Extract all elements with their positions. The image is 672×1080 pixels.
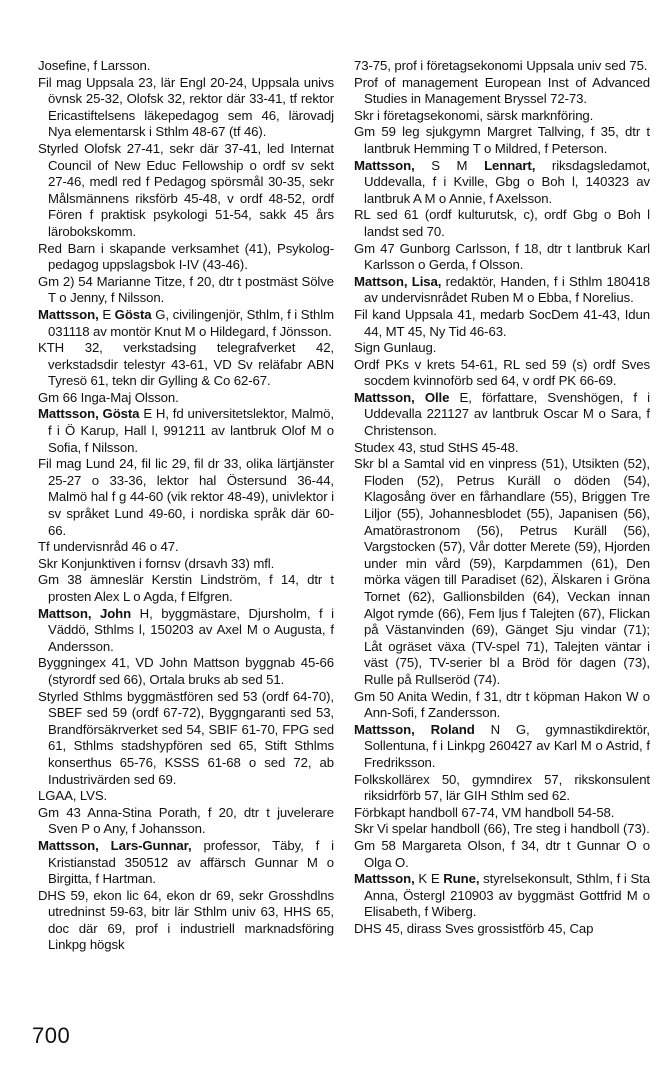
- entry-surname: Mattsson,: [38, 306, 99, 322]
- entry-paragraph: Prof of management European Inst of Advanced Studies in Management Bryssel 72-73.: [354, 74, 650, 107]
- entry-paragraph: Red Barn i skapande verksamhet (41), Psykolog-pedagog uppslagsbok I-IV (43-46).: [38, 240, 334, 273]
- entry-surname: Mattsson,: [354, 389, 415, 405]
- entry-details: redaktör, Handen, f i Sthlm 180418 av undervisnrådet Ruben M o Ebba, f Norelius.: [364, 273, 650, 306]
- entry-surname: Mattson,: [354, 273, 408, 289]
- entry-surname: Mattsson,: [354, 157, 415, 173]
- biography-entry-heading: [38, 307, 334, 340]
- entry-paragraph: DHS 45, dirass Sves grossistförb 45, Cap: [354, 920, 594, 936]
- entry-details: professor, Täby, f i Kristianstad 350512 av affärsch Gunnar M o Birgitta, f Hartman.: [48, 837, 334, 887]
- biography-entry-heading: [38, 838, 334, 888]
- entry-given-name: Olle: [424, 389, 450, 405]
- entry-paragraph: Gm 2) 54 Marianne Titze, f 20, dtr t postmäst Sölve T o Jenny, f Nilsson.: [38, 273, 334, 306]
- entry-paragraph: Byggningex 41, VD John Mattson byggnab 45-66 (styrordf sed 66), Ortala bruks ab sed 51.: [38, 655, 334, 687]
- entry-paragraph: RL sed 61 (ordf kulturutsk, c), ordf Gbg o Boh l landst sed 70.: [354, 207, 650, 239]
- entry-paragraph: Gm 47 Gunborg Carlsson, f 18, dtr t lantbruk Karl Karlsson o Gerda, f Olsson.: [354, 240, 650, 273]
- biography-entry-heading: [354, 158, 650, 208]
- entry-paragraph: Gm 43 Anna-Stina Porath, f 20, dtr t juvelerare Sven P o Any, f Johansson.: [38, 804, 334, 837]
- entry-surname: Mattsson,: [38, 406, 99, 422]
- entry-given-name: Roland: [430, 721, 475, 737]
- entry-paragraph: Skr bl a Samtal vid en vinpress (51), Utsikten (52), Floden (52), Petrus Kuräll o döden (54), Klagosång över en fårhandlare (55), Briggen Tre Liljor (55), Johannesblodet (55), Japanisen (56), Amatörastronom (56), Petrus Kuräll (56), Vargstocken (57), Vår dotter Merete (59), Hjorden under min vård (59), Karpdammen (61), Den mörka vägen till Paradiset (62), Älskaren i Gröna Tornet (62), Gallionsbilden (64), Veckan innan Algot rymde (66), Fem ljus f Talejten (67), Flickan på Västanvinden (69), Gänget Sju vindar (71); Låt ogräset växa (TV-spel 71), Talejten väntar i väst (75), TV-serier bl a Bröd för dagen (73), Rulle på Rullseröd (74).: [354, 456, 650, 687]
- entry-paragraph: Skr Konjunktiven i fornsv (drsavh 33) mfl.: [38, 555, 275, 571]
- entry-paragraph: Fil kand Uppsala 41, medarb SocDem 41-43, Idun 44, MT 45, Ny Tid 46-63.: [354, 306, 650, 339]
- entry-surname: Mattsson,: [354, 871, 415, 887]
- entry-given-name: Lars-Gunnar,: [110, 837, 192, 853]
- entry-paragraph: Gm 66 Inga-Maj Olsson.: [38, 389, 179, 405]
- entry-details: N G, gymnastikdirektör, Sollentuna, f i Linkpg 260427 av Karl M o Astrid, f Fredriksson.: [364, 721, 650, 770]
- entry-paragraph: Fil mag Uppsala 23, lär Engl 20-24, Uppsala univs övnsk 25-32, Olofsk 32, rektor där 33-41, tf rektor Ericastiftelsens läkepedagog sem 46, lärovadj Nya elementarsk i Sthlm 48-67 (tf 46).: [38, 74, 334, 140]
- entry-details: E, författare, Svenshögen, f i Uddevalla 221127 av lantbruk Oscar M o Sara, f Christenson.: [364, 389, 650, 439]
- entry-paragraph: Gm 38 ämneslär Kerstin Lindström, f 14, dtr t prosten Alex L o Agda, f Elfgren.: [38, 572, 334, 604]
- entry-paragraph: Folkskollärex 50, gymndirex 57, rikskonsulent riksidrförb 57, lär GIH Sthlm sed 62.: [354, 771, 650, 804]
- entry-given-name: John: [99, 605, 132, 621]
- entry-initials: S M: [431, 157, 468, 173]
- biography-entry-heading: [354, 274, 650, 307]
- entry-surname: Mattsson,: [38, 837, 99, 853]
- biography-entry-heading: [354, 871, 650, 921]
- biography-entry-heading: [354, 390, 650, 440]
- entry-given-name: Gösta: [102, 406, 140, 422]
- biography-entry-heading: [354, 722, 650, 772]
- page-number: 700: [32, 1023, 71, 1048]
- entry-paragraph: LGAA, LVS.: [38, 788, 108, 804]
- entry-details: G, civilingenjör, Sthlm, f i Sthlm 031118 av montör Knut M o Hildegard, f Jönsson.: [48, 306, 334, 339]
- entry-paragraph: Sign Gunlaug.: [354, 340, 437, 356]
- entry-paragraph: Ordf PKs v krets 54-61, RL sed 59 (s) ordf Sves socdem kvinnoförb sed 64, v ordf PK 66-69.: [354, 356, 650, 389]
- entry-paragraph: Förbkapt handboll 67-74, VM handboll 54-58.: [354, 804, 615, 820]
- entry-paragraph: Skr i företagsekonomi, särsk marknföring.: [354, 107, 594, 123]
- entry-paragraph: KTH 32, verkstadsing telegrafverket 42, verkstadsdir telestyr 43-61, VD Sv reläfabr ABN Tyresö 61, tekn dir Gylling & Co 62-67.: [38, 340, 334, 389]
- entry-details: H, byggmästare, Djursholm, f i Väddö, Sthlms l, 150203 av Axel M o Augusta, f Andersson.: [48, 605, 334, 654]
- entry-paragraph: Gm 58 Margareta Olson, f 34, dtr t Gunnar O o Olga O.: [354, 837, 650, 870]
- entry-paragraph: Studex 43, stud StHS 45-48.: [354, 439, 519, 455]
- right-column: [354, 58, 650, 937]
- left-column: [38, 58, 334, 954]
- entry-given-name: Lennart,: [484, 157, 536, 173]
- entry-paragraph: Josefine, f Larsson.: [38, 58, 151, 73]
- entry-given-name: Rune,: [443, 871, 480, 887]
- biography-entry-heading: [38, 606, 334, 656]
- entry-paragraph: 73-75, prof i företagsekonomi Uppsala univ sed 75.: [354, 58, 648, 73]
- entry-paragraph: Skr Vi spelar handboll (66), Tre steg i handboll (73).: [354, 821, 650, 837]
- entry-paragraph: Fil mag Lund 24, fil lic 29, fil dr 33, olika lärtjänster 25-27 o 33-36, lektor hal Östersund 36-44, Malmö hal f g 44-60 (vik rektor 48-49), univlektor i sv språket Lund 49-60, i nordiska språk där 60-66.: [38, 456, 334, 538]
- biography-entry-heading: [38, 406, 334, 456]
- entry-given-name: Gösta: [114, 306, 152, 322]
- entry-paragraph: Gm 59 leg sjukgymn Margret Tallving, f 35, dtr t lantbruk Hemming T o Mildred, f Peterson.: [354, 124, 650, 156]
- entry-details: E H, fd universitetslektor, Malmö, f i Ö Karup, Hall l, 991211 av lantbruk Olof M o Sofia, f Nilsson.: [48, 406, 334, 455]
- entry-surname: Mattsson,: [354, 721, 415, 737]
- entry-initials: K E: [418, 871, 440, 887]
- entry-paragraph: Tf undervisnråd 46 o 47.: [38, 539, 179, 555]
- entry-paragraph: Gm 50 Anita Wedin, f 31, dtr t köpman Hakon W o Ann-Sofi, f Zandersson.: [354, 688, 650, 721]
- entry-paragraph: Styrled Sthlms byggmästfören sed 53 (ordf 64-70), SBEF sed 59 (ordf 67-72), Byggngaranti sed 53, Brandförsäkrverket sed 54, SBIF 61-70, FPG sed 61, Sthlms stadshypfören sed 65, Stift Sthlms konserthus 65-76, KSSS 61-68 o sed 72, ab Industrivärden sed 69.: [38, 688, 334, 787]
- entry-paragraph: Styrled Olofsk 27-41, sekr där 37-41, led Internat Council of New Educ Fellowship o ordf sv sekt 27-46, medl red f Pedagog spörsmål 30-35, sekr Målsmännens riksförb 45-48, v ordf 48-52, ordf Fören f praktisk psykologi 51-54, sakk 45 års lärobokskomm.: [38, 140, 334, 239]
- entry-given-name: Lisa,: [411, 273, 442, 289]
- entry-paragraph: DHS 59, ekon lic 64, ekon dr 69, sekr Grosshdlns utredninst 59-63, bitr lär Sthlm univ 63, HHS 65, doc där 69, prof i industriell marknadsföring Linkpg högsk: [38, 887, 334, 953]
- entry-initials: E: [102, 306, 112, 322]
- entry-details: riksdagsledamot, Uddevalla, f i Kville, Gbg o Boh l, 140323 av lantbruk A M o Annie, f Axelsson.: [364, 157, 650, 206]
- entry-details: styrelsekonsult, Sthlm, f i Sta Anna, Östergl 210903 av byggmäst Gottfrid M o Elisabeth, f Wiberg.: [364, 871, 650, 920]
- entry-surname: Mattson,: [38, 605, 92, 621]
